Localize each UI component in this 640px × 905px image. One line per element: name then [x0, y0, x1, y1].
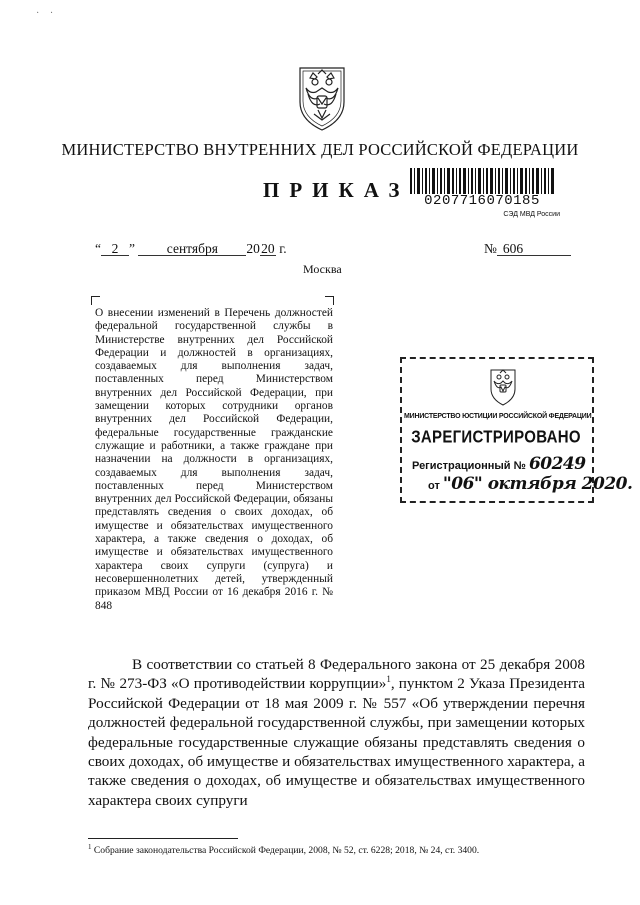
- document-type-heading: ПРИКАЗ: [263, 178, 410, 202]
- stamp-ministry: МИНИСТЕРСТВО ЮСТИЦИИ РОССИЙСКОЙ ФЕДЕРАЦИИ: [404, 413, 592, 420]
- stamp-coat-of-arms-icon: [488, 364, 518, 406]
- document-date: [95, 241, 287, 257]
- document-number: [484, 241, 571, 257]
- date-month: сентября: [138, 242, 246, 256]
- title-corner-left: [91, 296, 100, 305]
- quote-close: ”: [129, 241, 135, 256]
- stamp-date-prefix: от: [428, 480, 440, 492]
- scan-specks: · ·: [36, 8, 58, 19]
- document-city: Москва: [303, 262, 342, 276]
- number-label: №: [484, 241, 497, 256]
- stamp-registration-date: [428, 474, 632, 494]
- footnote-divider: [88, 838, 238, 839]
- quote-open: “: [95, 241, 101, 256]
- body-text-part-1: В соответствии со статьей 8 Федерального закона от 25 декабря 2008 г. № 273-ФЗ «О противодействии коррупции»: [88, 656, 585, 693]
- body-text-part-2: , пунктом 2 Указа Президента Российской Федерации от 18 мая 2009 г. № 557 «Об утверждении перечня должностей федеральной государственной службы, при замещении которых федеральные государственные служащие обязаны представлять сведения о своих доходах, об имуществе и обязательствах имущественного характера, а также сведения о доходах, об имуществе и обязательствах имущественного характера своих супруги: [88, 675, 586, 809]
- date-year-suffix: 20: [261, 241, 275, 256]
- date-day: 2: [101, 242, 129, 256]
- stamp-registration-number: [412, 454, 586, 474]
- ministry-heading: МИНИСТЕРСТВО ВНУТРЕННИХ ДЕЛ РОССИЙСКОЙ ФЕДЕРАЦИИ: [61, 140, 579, 159]
- stamp-reg-number: 60249: [528, 454, 586, 474]
- date-year-prefix: 20: [246, 241, 260, 256]
- stamp-date-value: "06" октября 2020.: [442, 474, 633, 494]
- order-title: О внесении изменений в Перечень должностей федеральной государственной службы в Министерстве внутренних дел Российской Федерации и должностей в организациях, создаваемых для выполнения задач, поставленных перед Министерством внутренних дел Российской Федерации, при замещении которых сотрудники органов внутренних дел Российской Федерации, федеральные государственные гражданские служащие и работники, а также граждане при назначении на должности в организациях, создаваемых для выполнения задач, поставленных перед Министерством внутренних дел Российской Федерации, обязаны представлять сведения о своих доходах, об имуществе и обязательствах имущественного характера, а также сведения о доходах, об имуществе и обязательствах имущественного характера своих супруги (супруга) и несовершеннолетних детей, утвержденный приказом МВД России от 16 декабря 2016 г. № 848: [95, 307, 333, 612]
- title-corner-right: [325, 296, 334, 305]
- footnote: [88, 843, 479, 856]
- footnote-reference: 1: [386, 674, 391, 685]
- number-value: 606: [497, 242, 571, 256]
- footnote-marker: 1: [88, 843, 92, 851]
- coat-of-arms-icon: [296, 58, 348, 132]
- barcode-number: 0207716070185: [424, 193, 540, 209]
- barcode-caption: СЭД МВД России: [503, 211, 560, 218]
- stamp-title: ЗАРЕГИСТРИРОВАНО: [411, 427, 581, 448]
- footnote-text: Собрание законодательства Российской Федерации, 2008, № 52, ст. 6228; 2018, № 24, ст. 3400.: [91, 845, 480, 857]
- body-paragraph: [88, 655, 585, 810]
- stamp-reg-label: Регистрационный №: [412, 460, 526, 472]
- body-text: [88, 655, 585, 810]
- date-year-abbrev: г.: [279, 241, 287, 256]
